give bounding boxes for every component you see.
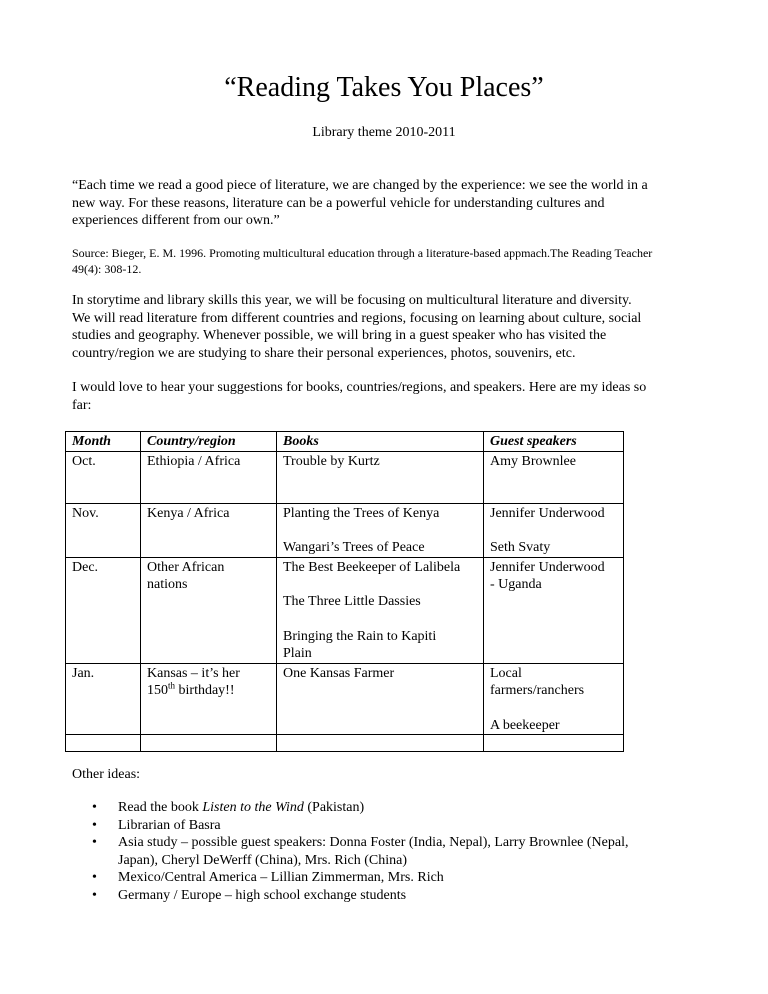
table-row-empty xyxy=(66,735,624,752)
table-row xyxy=(66,451,624,503)
document-title: “Reading Takes You Places” xyxy=(224,72,544,103)
table-header-row xyxy=(66,432,624,452)
speaker-name: Seth Svaty xyxy=(490,540,551,555)
cell-country xyxy=(141,663,277,735)
quote-line: experiences different from our own.” xyxy=(72,213,280,229)
cell-text: Other African xyxy=(147,559,225,575)
cell-empty xyxy=(277,735,484,752)
book-title: Plain xyxy=(283,646,312,661)
book-title: Trouble by Kurtz xyxy=(283,453,380,469)
table-row xyxy=(66,557,624,663)
cell-speakers xyxy=(484,451,624,503)
quote-line: “Each time we read a good piece of literature, we are changed by the experience: we see the world in a xyxy=(72,178,648,193)
book-title: Bringing the Rain to Kapiti xyxy=(283,628,437,644)
bullet-icon: • xyxy=(92,800,97,815)
quote-paragraph xyxy=(72,177,702,230)
bullet-icon: • xyxy=(92,817,97,833)
header-month: Month xyxy=(66,432,141,452)
cell-speakers xyxy=(484,557,624,663)
cell-text: Kansas – it’s her xyxy=(147,665,240,681)
table-row xyxy=(66,663,624,735)
book-title: The Best Beekeeper of Lalibela xyxy=(283,559,461,575)
book-title: One Kansas Farmer xyxy=(283,665,395,681)
header-country: Country/region xyxy=(141,432,277,452)
other-ideas-label: Other ideas: xyxy=(72,767,141,782)
book-title: Wangari’s Trees of Peace xyxy=(283,540,425,555)
list-item: • Asia study – possible guest speakers: Donna Foster (India, Nepal), Larry Brownlee (Nepal, Japan), Cheryl DeWerff (China), Mrs. Rich (China) xyxy=(92,835,629,868)
cell-month: Nov. xyxy=(66,503,141,557)
source-line: Source: Bieger, E. M. 1996. Promoting multicultural education through a literature-based appmach.The Reading Teacher xyxy=(72,246,653,260)
quote-line: new way. For these reasons, literature can be a powerful vehicle for understanding cultures and xyxy=(72,195,605,211)
intro-line: country/region we are studying to share their personal experiences, photos, souvenirs, etc. xyxy=(72,345,576,361)
suggestions-paragraph xyxy=(72,379,702,414)
list-item: • Read the book Listen to the Wind (Pakistan) xyxy=(92,800,365,815)
cell-books xyxy=(277,451,484,503)
cell-text: nations xyxy=(147,577,188,592)
cell-country xyxy=(141,503,277,557)
intro-line: studies and geography. Whenever possible, we will bring in a guest speaker who has visited the xyxy=(72,328,607,344)
header-books: Books xyxy=(277,432,484,452)
schedule-table xyxy=(65,431,624,752)
cell-month: Jan. xyxy=(66,663,141,735)
cell-empty xyxy=(141,735,277,752)
speaker-name: Jennifer Underwood xyxy=(490,505,605,521)
cell-books xyxy=(277,503,484,557)
source-line: 49(4): 308-12. xyxy=(72,262,142,276)
cell-empty xyxy=(484,735,624,752)
intro-line: In storytime and library skills this year, we will be focusing on multicultural literature and diversity. xyxy=(72,293,632,308)
cell-month: Oct. xyxy=(66,451,141,503)
bullet-icon: • xyxy=(92,887,97,903)
other-ideas-list xyxy=(72,799,702,904)
bullet-icon: • xyxy=(92,870,97,885)
list-item: • Germany / Europe – high school exchange students xyxy=(92,887,407,903)
suggestions-line: far: xyxy=(72,397,92,413)
speaker-name: Amy Brownlee xyxy=(490,453,576,469)
bullet-icon: • xyxy=(92,835,97,850)
header-speakers: Guest speakers xyxy=(484,432,624,452)
source-citation xyxy=(72,245,702,277)
suggestions-line: I would love to hear your suggestions for books, countries/regions, and speakers. Here are my ideas so xyxy=(72,380,647,395)
book-title: The Three Little Dassies xyxy=(283,594,421,609)
book-title: Planting the Trees of Kenya xyxy=(283,505,440,521)
cell-speakers xyxy=(484,503,624,557)
intro-line: We will read literature from different countries and regions, focusing on learning about culture, social xyxy=(72,310,642,326)
cell-text: Ethiopia / Africa xyxy=(147,453,241,469)
cell-country xyxy=(141,557,277,663)
speaker-name: A beekeeper xyxy=(490,717,560,733)
book-title-italic: Listen to the Wind xyxy=(202,800,304,815)
speaker-name: - Uganda xyxy=(490,577,542,592)
list-item: • Mexico/Central America – Lillian Zimmerman, Mrs. Rich xyxy=(92,870,444,885)
cell-empty xyxy=(66,735,141,752)
speaker-name: Jennifer Underwood xyxy=(490,559,605,575)
intro-paragraph xyxy=(72,292,702,362)
table-row xyxy=(66,503,624,557)
cell-country xyxy=(141,451,277,503)
document-subtitle: Library theme 2010-2011 xyxy=(312,125,456,140)
cell-text: Kenya / Africa xyxy=(147,505,230,521)
speaker-name: Local xyxy=(490,665,522,681)
cell-text: 150th birthday!! xyxy=(147,680,235,698)
cell-month: Dec. xyxy=(66,557,141,663)
cell-books xyxy=(277,557,484,663)
speaker-name: farmers/ranchers xyxy=(490,683,585,698)
list-item: • Librarian of Basra xyxy=(92,817,221,833)
cell-speakers xyxy=(484,663,624,735)
cell-books xyxy=(277,663,484,735)
